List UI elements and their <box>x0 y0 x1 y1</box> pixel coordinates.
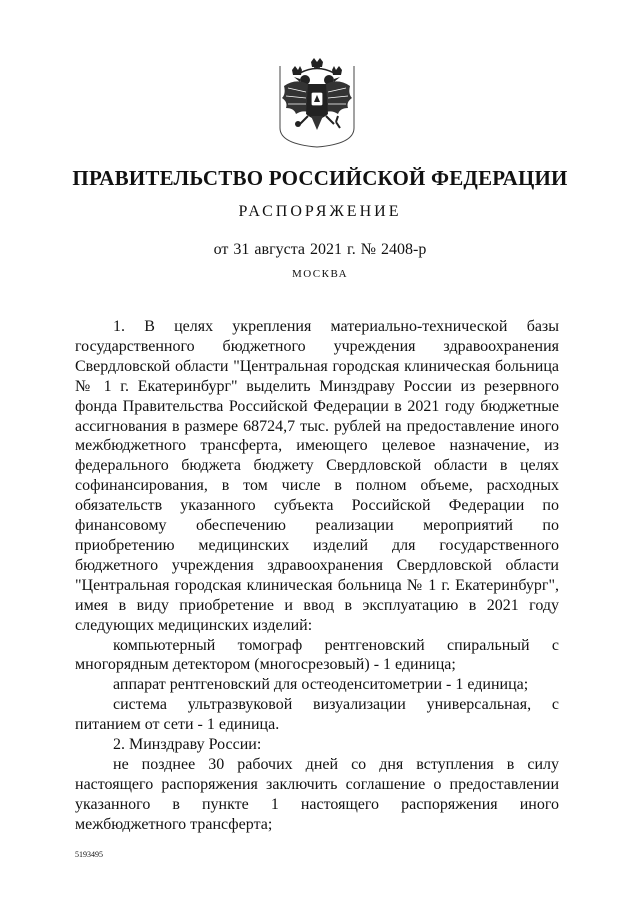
document-city: МОСКВА <box>291 268 349 280</box>
document-date-number: от 31 августа 2021 г. № 2408-р <box>213 241 427 258</box>
government-title: ПРАВИТЕЛЬСТВО РОССИЙСКОЙ ФЕДЕРАЦИИ <box>72 166 568 190</box>
document-type: РАСПОРЯЖЕНИЕ <box>238 203 402 220</box>
paragraph-1: 1. В целях укрепления материально-технической базы государственного бюджетного учреждения здравоохранения Свердловской области "Центральная городская клиническая больница № 1 г. Екатеринбург" выделить Минздраву России из резервного фонда Правительства Российской Федерации в 2021 году бюджетные ассигнования в размере 68724,7 тыс. рублей на предоставление иного межбюджетного трансферта, имеющего целевое назначение, из федерального бюджета бюджету Свердловской области в целях софинансирования, в том числе в полном объеме, расходных обязательств указанного субъекта Российской Федерации по финансовому обеспечению реализации мероприятий по приобретению медицинских изделий для государственного бюджетного учреждения здравоохранения Свердловской области "Центральная городская клиническая больница № 1 г. Екатеринбург", имея в виду приобретение и ввод в эксплуатацию в 2021 году следующих медицинских изделий: <box>75 318 559 634</box>
russian-coat-of-arms-icon <box>278 58 356 148</box>
paragraph-2: 2. Минздраву России: <box>113 736 262 754</box>
list-item-osteodensitometry: аппарат рентгеновский для остеоденситометрии - 1 единица; <box>113 676 529 694</box>
list-item-ultrasound: система ультразвуковой визуализации универсальная, с питанием от сети - 1 единица. <box>75 696 559 734</box>
paragraph-2-subitem: не позднее 30 рабочих дней со дня вступления в силу настоящего распоряжения заключить соглашение о предоставлении указанного в пункте 1 настоящего распоряжения иного межбюджетного трансферта; <box>75 755 559 833</box>
document-id: 5193495 <box>75 850 103 859</box>
list-item-ct-scanner: компьютерный томограф рентгеновский спиральный с многорядным детектором (многосрезовый) - 1 единица; <box>75 636 559 674</box>
document-body <box>75 317 559 835</box>
